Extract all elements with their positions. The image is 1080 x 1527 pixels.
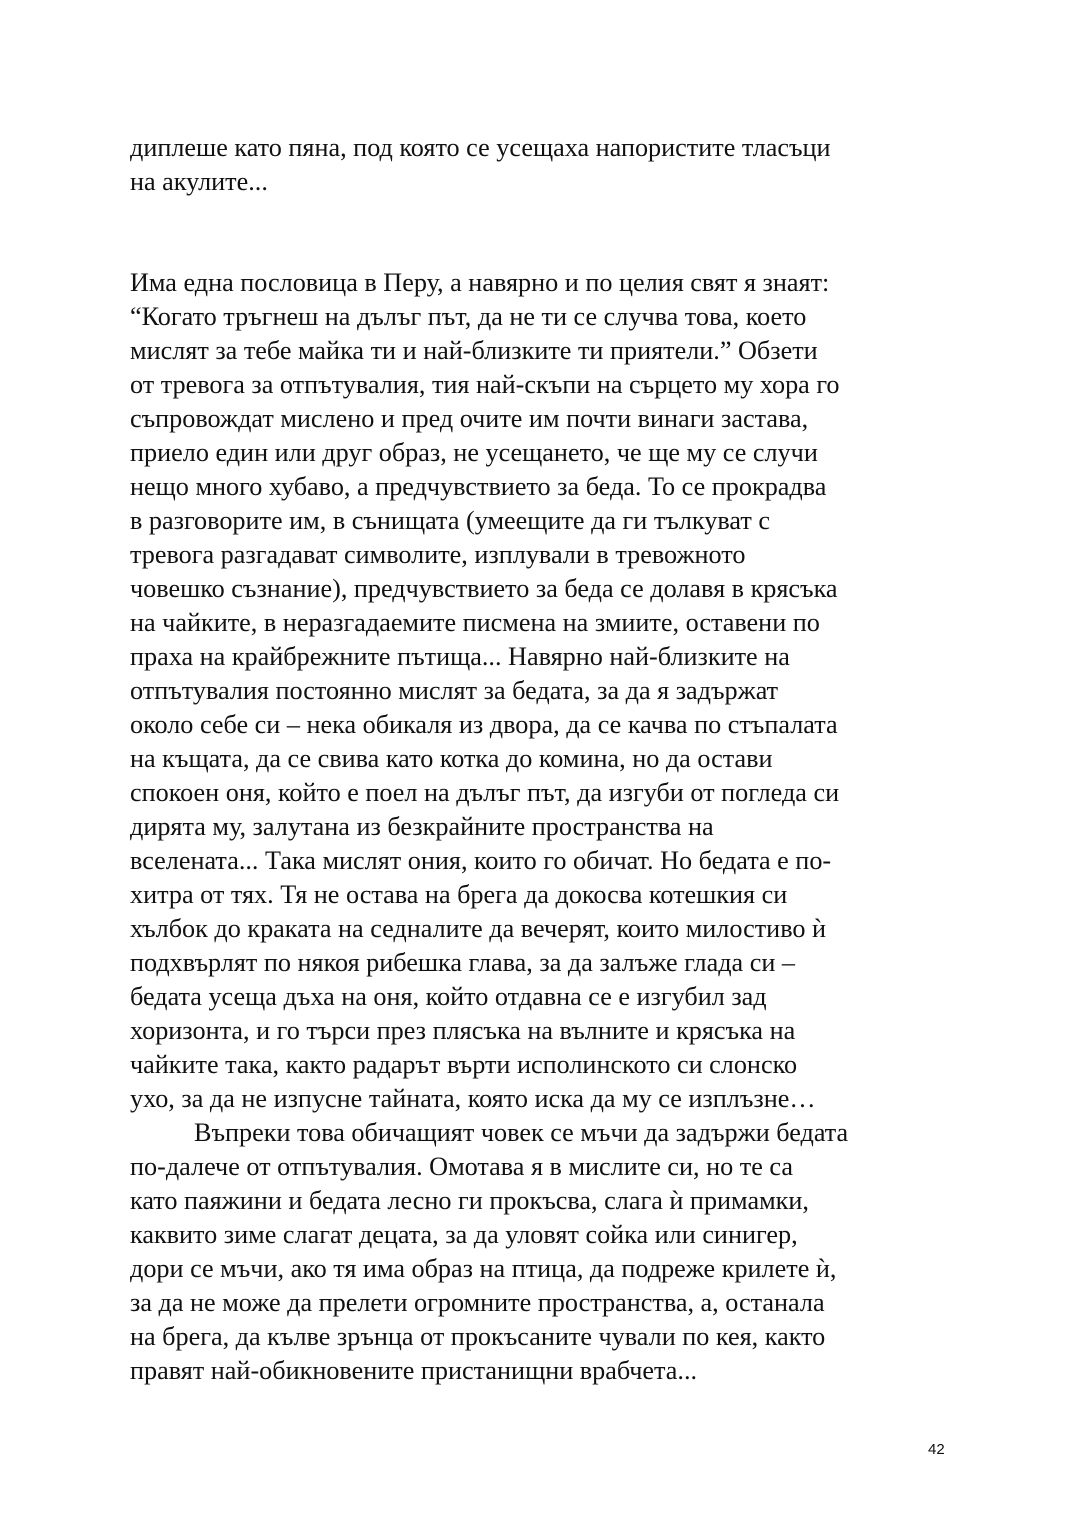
- text-line: подхвърлят по някоя рибешка глава, за да залъже глада си –: [130, 948, 795, 977]
- text-line: хоризонта, и го търси през плясъка на вълните и крясъка на: [130, 1016, 796, 1045]
- body-text: [130, 131, 960, 1388]
- text-line: тревога разгадават символите, изплували в тревожното: [130, 540, 746, 569]
- text-line: на акулите...: [130, 167, 268, 196]
- text-line: каквито зиме слагат децата, за да уловят сойка или синигер,: [130, 1220, 798, 1249]
- paragraph-gap: [130, 199, 960, 266]
- text-line: по-далече от отпътувалия. Омотава я в мислите си, но те са: [130, 1152, 793, 1181]
- text-line: отпътувалия постоянно мислят за бедата, за да я задържат: [130, 676, 779, 705]
- text-line: бедата усеща дъха на оня, който отдавна се е изгубил зад: [130, 982, 767, 1011]
- text-line: Има една пословица в Перу, а навярно и по целия свят я знаят:: [130, 268, 830, 297]
- text-line: ухо, за да не изпусне тайната, която иска да му се изплъзне…: [130, 1084, 816, 1113]
- text-line: съпровождат мислено и пред очите им почти винаги застава,: [130, 404, 809, 433]
- text-line: хитра от тях. Тя не остава на брега да докосва котешкия си: [130, 880, 788, 909]
- paragraph-1: [130, 131, 960, 199]
- text-line: на къщата, да се свива като котка до комина, но да остави: [130, 744, 773, 773]
- text-line: спокоен оня, който е поел на дълъг път, да изгуби от погледа си: [130, 778, 840, 807]
- text-line: вселената... Така мислят ония, които го обичат. Но бедата е по-: [130, 846, 832, 875]
- text-line: на брега, да кълве зрънца от прокъсаните чували по кея, както: [130, 1322, 826, 1351]
- text-line: в разговорите им, в сънищата (умеещите да ги тълкуват с: [130, 506, 770, 535]
- text-line: правят най-обикновените пристанищни врабчета...: [130, 1356, 698, 1385]
- text-line: около себе си – нека обикаля из двора, да се качва по стъпалата: [130, 710, 838, 739]
- text-line: от тревога за отпътувалия, тия най-скъпи на сърцето му хора го: [130, 370, 840, 399]
- text-line: дори се мъчи, ако тя има образ на птица, да подреже крилете ѝ,: [130, 1254, 837, 1283]
- text-line: нещо много хубаво, а предчувствието за беда. То се прокрадва: [130, 472, 827, 501]
- text-line: дирята му, залутана из безкрайните пространства на: [130, 812, 714, 841]
- text-line: приело един или друг образ, не усещането, че ще му се случи: [130, 438, 818, 467]
- page-number: 42: [928, 1441, 945, 1458]
- text-line: мислят за тебе майка ти и най-близките ти приятели.” Обзети: [130, 336, 818, 365]
- text-line: човешко съзнание), предчувствието за беда се долавя в крясъка: [130, 574, 838, 603]
- paragraph-3: [130, 1116, 960, 1388]
- text-line: диплеше като пяна, под която се усещаха напористите тласъци: [130, 133, 831, 162]
- text-line: праха на крайбрежните пътища... Навярно най-близките на: [130, 642, 790, 671]
- text-line: като паяжини и бедата лесно ги прокъсва, слага ѝ примамки,: [130, 1186, 809, 1215]
- text-line: за да не може да прелети огромните пространства, а, останала: [130, 1288, 825, 1317]
- text-line: Въпреки това обичащият човек се мъчи да задържи бедата: [194, 1118, 849, 1147]
- text-line: на чайките, в неразгадаемите писмена на змиите, оставени по: [130, 608, 820, 637]
- text-line: “Когато тръгнеш на дълъг път, да не ти се случва това, което: [130, 302, 807, 331]
- text-line: хълбок до краката на седналите да вечерят, които милостиво ѝ: [130, 914, 827, 943]
- paragraph-2: [130, 266, 960, 1116]
- text-line: чайките така, както радарът върти исполинското си слонско: [130, 1050, 798, 1079]
